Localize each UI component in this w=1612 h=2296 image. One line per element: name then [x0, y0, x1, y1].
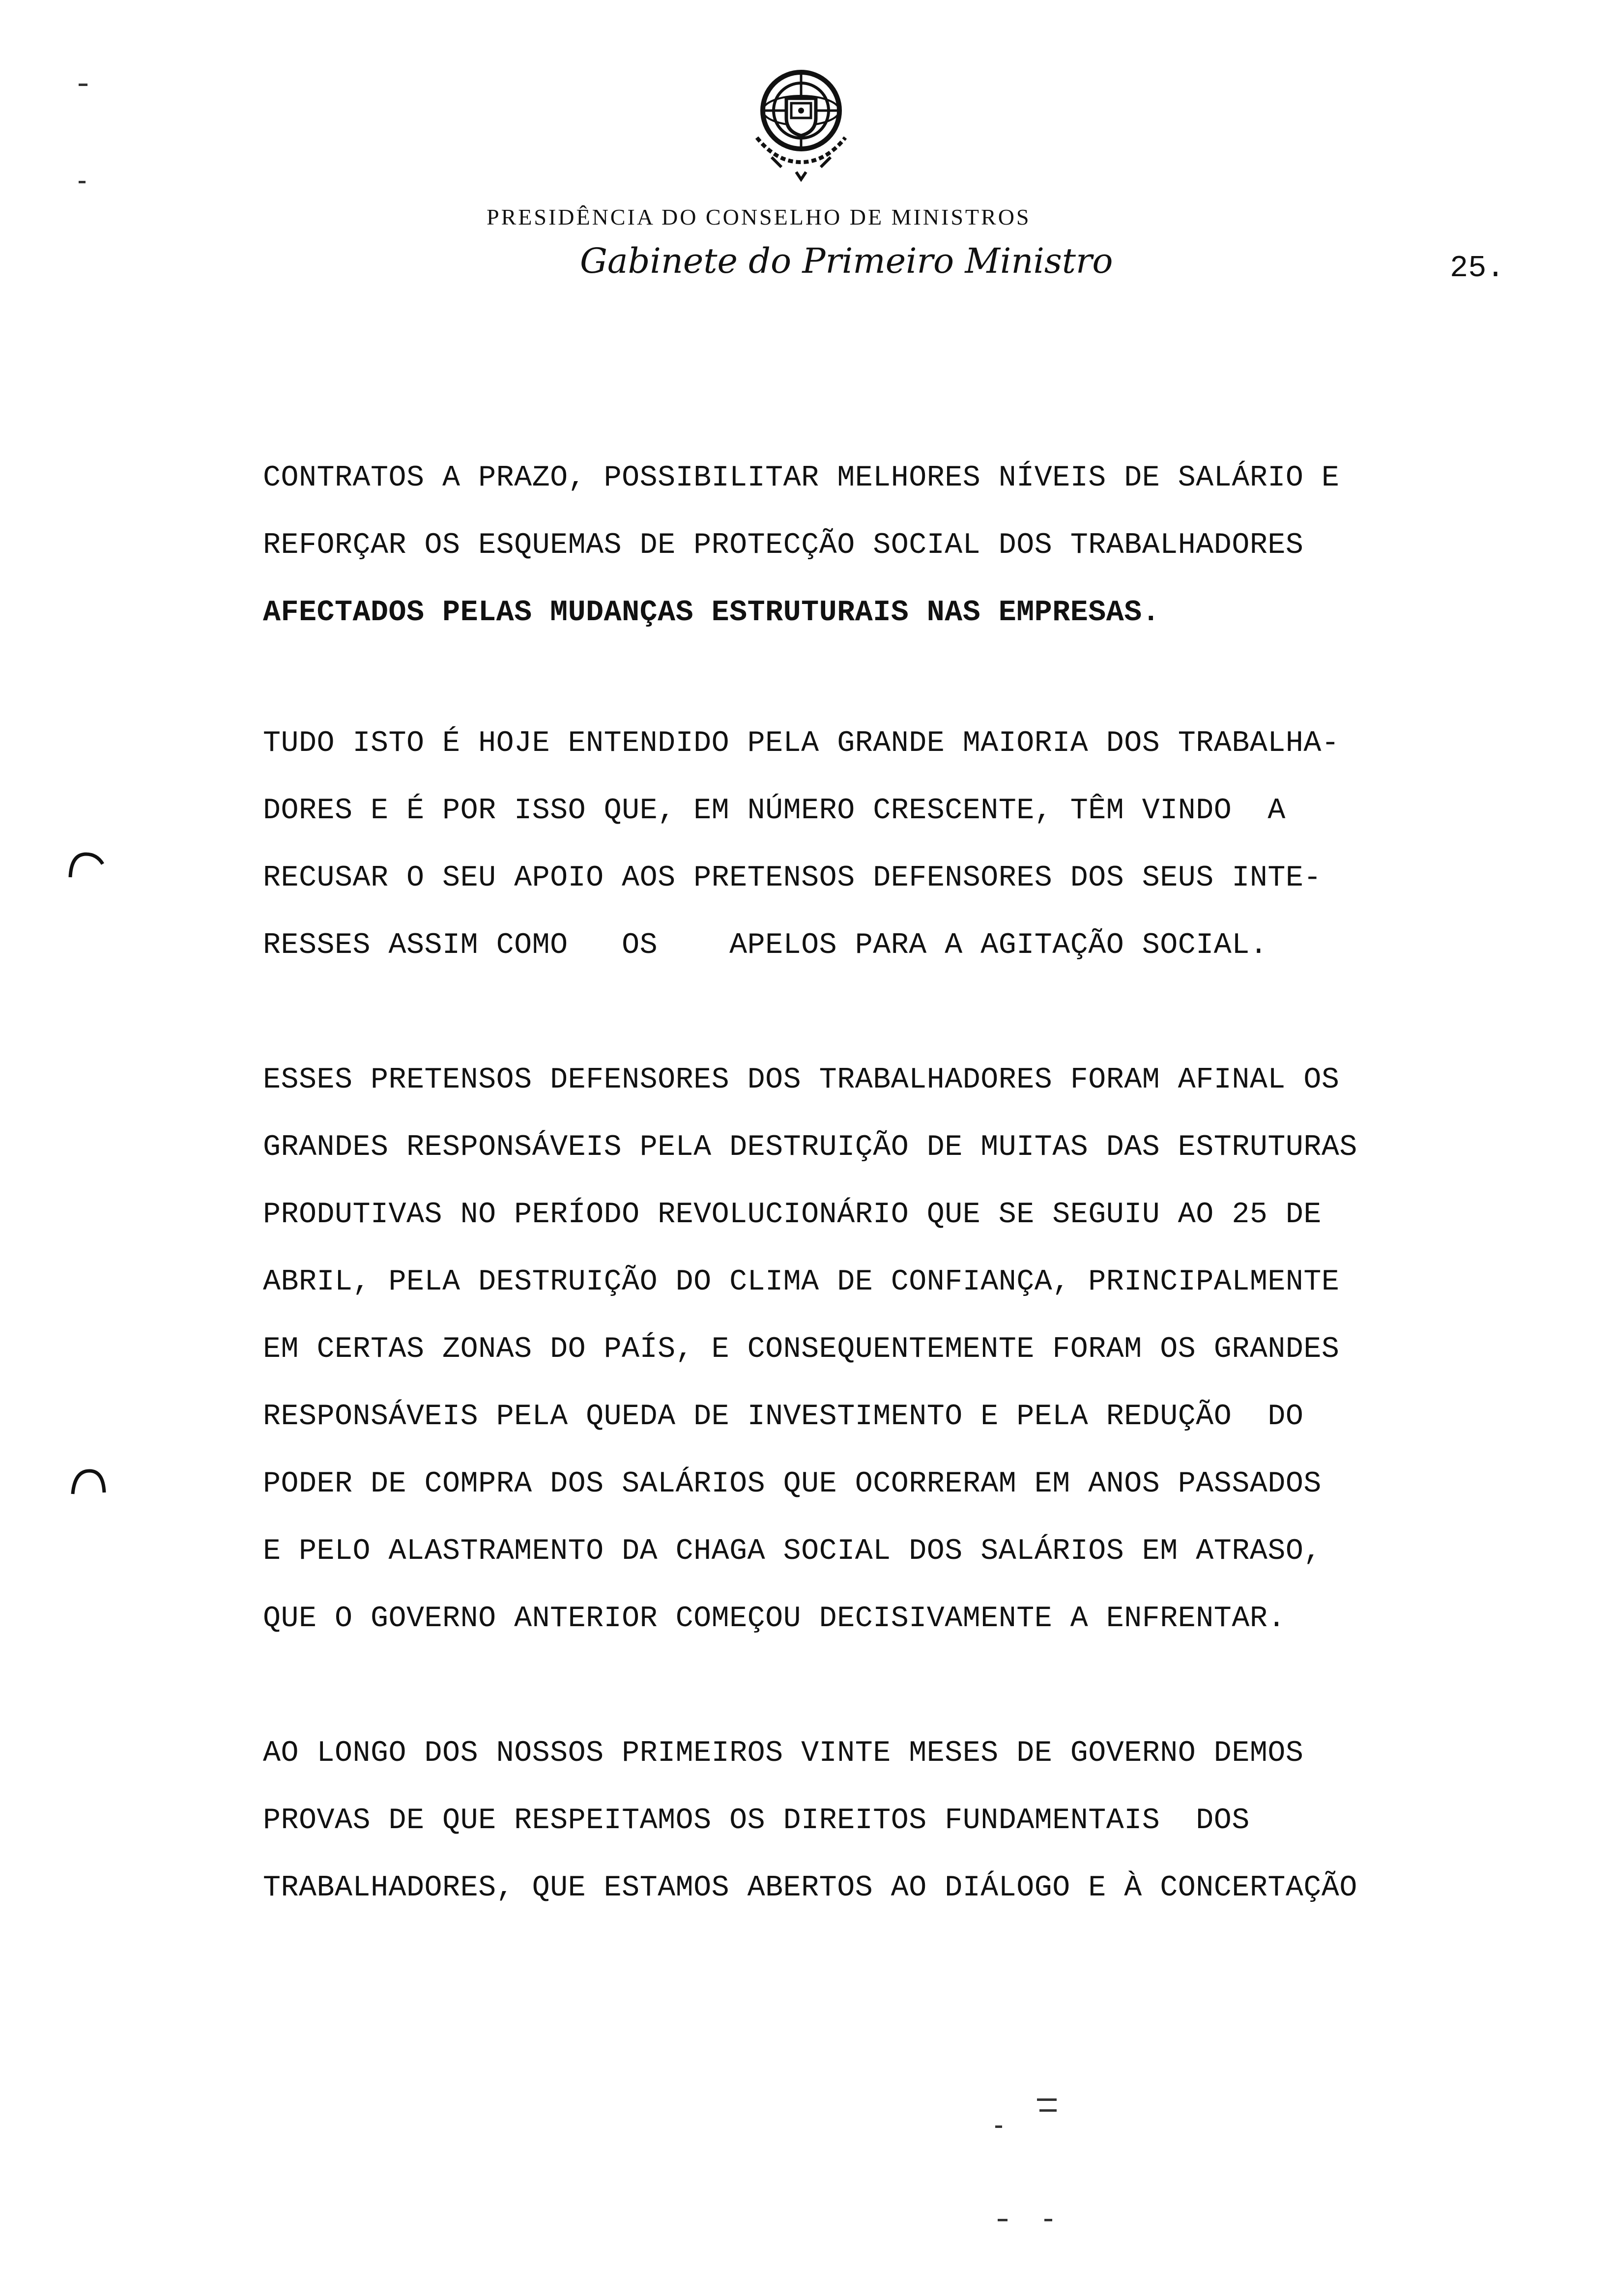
text-line: AFECTADOS PELAS MUDANÇAS ESTRUTURAIS NAS EMPRESAS.	[263, 596, 1160, 630]
text-line: QUE O GOVERNO ANTERIOR COMEÇOU DECISIVAMENTE A ENFRENTAR.	[263, 1602, 1286, 1636]
text-line: EM CERTAS ZONAS DO PAÍS, E CONSEQUENTEMENTE FORAM OS GRANDES	[263, 1333, 1340, 1366]
paragraph-1	[263, 445, 1521, 647]
text-line: PODER DE COMPRA DOS SALÁRIOS QUE OCORRERAM EM ANOS PASSADOS	[263, 1467, 1322, 1501]
scan-artifact	[79, 84, 87, 86]
text-line: E PELO ALASTRAMENTO DA CHAGA SOCIAL DOS SALÁRIOS EM ATRASO,	[263, 1535, 1322, 1568]
paragraph-3	[263, 1047, 1521, 1653]
text-line: RESSES ASSIM COMO OS APELOS PARA A AGITAÇÃO SOCIAL.	[263, 929, 1268, 962]
scan-artifact	[1039, 2109, 1057, 2112]
scan-artifact	[998, 2219, 1008, 2221]
punch-hole-mark-icon	[66, 850, 106, 880]
text-line: PROVAS DE QUE RESPEITAMOS OS DIREITOS FUNDAMENTAIS DOS	[263, 1804, 1250, 1837]
paragraph-2	[263, 710, 1521, 979]
text-line: TUDO ISTO É HOJE ENTENDIDO PELA GRANDE MAIORIA DOS TRABALHA-	[263, 727, 1340, 760]
page-number: 25.	[1450, 251, 1505, 286]
text-line: RECUSAR O SEU APOIO AOS PRETENSOS DEFENSORES DOS SEUS INTE-	[263, 861, 1322, 895]
text-line: TRABALHADORES, QUE ESTAMOS ABERTOS AO DIÁLOGO E À CONCERTAÇÃO	[263, 1871, 1357, 1905]
scan-artifact	[79, 181, 86, 183]
text-line: DORES E É POR ISSO QUE, EM NÚMERO CRESCENTE, TÊM VINDO A	[263, 794, 1286, 828]
coat-of-arms-icon	[737, 64, 865, 187]
institution-title: PRESIDÊNCIA DO CONSELHO DE MINISTROS	[487, 204, 1031, 230]
text-line: RESPONSÁVEIS PELA QUEDA DE INVESTIMENTO E PELA REDUÇÃO DO	[263, 1400, 1304, 1434]
text-line: PRODUTIVAS NO PERÍODO REVOLUCIONÁRIO QUE SE SEGUIU AO 25 DE	[263, 1198, 1322, 1232]
text-line: REFORÇAR OS ESQUEMAS DE PROTECÇÃO SOCIAL DOS TRABALHADORES	[263, 529, 1304, 562]
punch-hole-mark-icon	[69, 1467, 108, 1496]
scan-artifact	[1037, 2098, 1057, 2101]
text-line: CONTRATOS A PRAZO, POSSIBILITAR MELHORES NÍVEIS DE SALÁRIO E	[263, 461, 1340, 495]
scan-artifact	[1044, 2219, 1052, 2221]
text-line: ABRIL, PELA DESTRUIÇÃO DO CLIMA DE CONFIANÇA, PRINCIPALMENTE	[263, 1265, 1340, 1299]
text-line: AO LONGO DOS NOSSOS PRIMEIROS VINTE MESES DE GOVERNO DEMOS	[263, 1737, 1304, 1770]
text-line: GRANDES RESPONSÁVEIS PELA DESTRUIÇÃO DE MUITAS DAS ESTRUTURAS	[263, 1131, 1357, 1164]
text-line: ESSES PRETENSOS DEFENSORES DOS TRABALHADORES FORAM AFINAL OS	[263, 1063, 1340, 1097]
scan-artifact	[995, 2125, 1002, 2128]
paragraph-4	[263, 1720, 1521, 1922]
cabinet-subtitle: Gabinete do Primeiro Ministro	[580, 241, 1113, 281]
